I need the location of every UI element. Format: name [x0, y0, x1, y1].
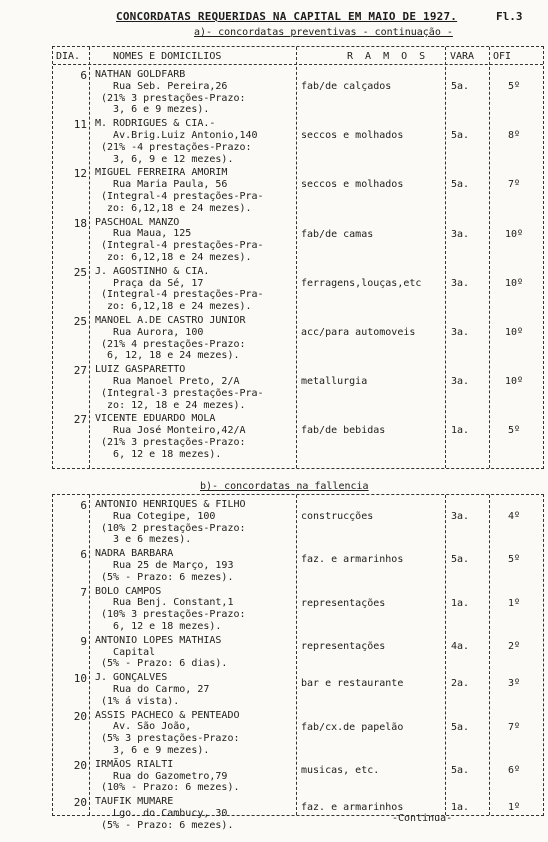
detail-line: 6, 12 e 18 mezes). — [95, 448, 222, 460]
row-name-address — [95, 167, 264, 214]
detail-line: Lgo. do Cambucy, 30 — [95, 807, 228, 819]
detail-line: Av. São João, — [95, 721, 192, 733]
company-name: LUIZ GASPARETTO — [95, 364, 186, 376]
column-header-ofi: OFI — [493, 51, 512, 62]
company-name: MANOEL A.DE CASTRO JUNIOR — [95, 314, 246, 326]
detail-line: Rua Maria Paula, 56 — [95, 179, 228, 191]
company-name: M. RODRIGUES & CIA.- — [95, 118, 216, 130]
table-row — [53, 217, 543, 266]
row-vara: 3a. — [451, 228, 470, 240]
row-day: 11 — [73, 118, 87, 132]
row-ramo: representações — [301, 640, 386, 652]
row-vara: 1a. — [451, 425, 470, 437]
row-day: 18 — [73, 216, 87, 230]
table-body — [53, 499, 543, 834]
row-ramo: faz. e armarinhos — [301, 554, 404, 566]
detail-line: zo: 6,12,18 e 24 mezes). — [95, 202, 252, 214]
row-ofi: 5º — [507, 81, 521, 92]
company-name: MIGUEL FERREIRA AMORIM — [95, 167, 228, 179]
detail-line: Capital — [95, 646, 156, 658]
row-name-address — [95, 118, 258, 165]
row-day: 10 — [73, 672, 87, 686]
detail-line: (10% 3 prestações-Prazo: — [95, 609, 246, 621]
row-vara: 5a. — [451, 179, 470, 191]
detail-line: 6, 12, 18 e 24 mezes). — [95, 350, 240, 362]
detail-line: Rua 25 de Março, 193 — [95, 559, 234, 571]
row-name-address — [95, 69, 246, 116]
row-name-address — [95, 266, 264, 313]
row-ofi: 1º — [507, 597, 521, 609]
column-header-ramos: R A M O S — [347, 51, 429, 62]
row-ramo: ferragens,louças,etc — [301, 277, 422, 289]
row-day: 27 — [73, 413, 87, 427]
row-name-address — [95, 548, 233, 583]
row-ofi: 5º — [507, 425, 521, 437]
row-ramo: faz. e armarinhos — [301, 802, 404, 814]
table-row — [53, 759, 543, 796]
row-day: 20 — [73, 758, 87, 772]
table-row — [53, 548, 543, 585]
detail-line: Praça da Sé, 17 — [95, 277, 204, 289]
company-name: BOLO CAMPOS — [95, 585, 162, 597]
row-ofi: 10º — [504, 326, 524, 338]
row-ofi: 1º — [507, 802, 521, 814]
detail-line: 3, 6 e 9 mezes). — [95, 744, 210, 756]
row-ramo: fab/cx.de papelão — [301, 721, 404, 733]
table-row — [53, 315, 543, 364]
row-name-address — [95, 672, 209, 707]
detail-line: (5% - Prazo: 6 mezes). — [95, 571, 234, 583]
row-name-address — [95, 413, 246, 460]
row-day: 6 — [80, 69, 87, 82]
detail-line: (10% 2 prestações-Prazo: — [95, 522, 246, 534]
detail-line: Rua José Monteiro,42/A — [95, 425, 246, 437]
row-day: 20 — [73, 796, 87, 810]
row-ofi: 4º — [507, 511, 521, 522]
detail-line: (10% - Prazo: 6 mezes). — [95, 782, 240, 794]
detail-line: (Integral-4 prestações-Pra- — [95, 289, 264, 301]
section-b-heading: b)- concordatas na fallencia — [200, 481, 369, 492]
detail-line: (5% - Prazo: 6 mezes). — [95, 819, 234, 831]
detail-line: Rua Cotegipe, 100 — [95, 510, 216, 522]
row-ramo: seccos e molhados — [301, 179, 404, 191]
detail-line: 3 e 6 mezes). — [95, 534, 192, 546]
table-row — [53, 586, 543, 635]
detail-line: 6, 12 e 18 mezes). — [95, 620, 222, 632]
row-vara: 3a. — [451, 326, 470, 338]
company-name: IRMÃOS RIALTI — [95, 758, 174, 770]
table-row — [53, 69, 543, 118]
detail-line: 3, 6 e 9 mezes). — [95, 104, 210, 116]
row-name-address — [95, 499, 246, 546]
row-vara: 5a. — [451, 721, 470, 733]
row-ofi: 7º — [507, 721, 521, 733]
detail-line: (Integral-4 prestações-Pra- — [95, 240, 264, 252]
table-row — [53, 413, 543, 462]
row-ofi: 10º — [504, 376, 524, 388]
row-vara: 5a. — [451, 554, 470, 566]
detail-line: (5% 3 prestações-Prazo: — [95, 733, 240, 745]
row-ofi: 2º — [507, 640, 521, 652]
company-name: J. GONÇALVES — [95, 672, 168, 684]
row-vara: 1a. — [451, 802, 470, 814]
row-ofi: 10º — [504, 228, 524, 240]
row-ramo: fab/de camas — [301, 228, 374, 240]
detail-line: Rua Maua, 125 — [95, 228, 192, 240]
table-body — [53, 69, 543, 463]
table-row — [53, 364, 543, 413]
row-ramo: fab/de bebidas — [301, 425, 386, 437]
row-vara: 1a. — [451, 597, 470, 609]
company-name: TAUFIK MUMARE — [95, 796, 174, 808]
detail-line: zo: 12, 18 e 24 mezes). — [95, 399, 246, 411]
table-preventivas — [52, 46, 544, 469]
row-vara: 3a. — [451, 277, 470, 289]
row-name-address — [95, 635, 227, 670]
table-row — [53, 635, 543, 672]
detail-line: Av.Brig.Luiz Antonio,140 — [95, 129, 258, 141]
row-name-address — [95, 759, 240, 794]
detail-line: Rua Seb. Pereira,26 — [95, 80, 228, 92]
row-ofi: 5º — [507, 554, 521, 566]
column-header-nomes: NOMES E DOMICILIOS — [113, 51, 222, 62]
detail-line: (21% 4 prestações-Prazo: — [95, 338, 246, 350]
column-header-vara: VARA — [450, 51, 475, 62]
company-name: J. AGOSTINHO & CIA. — [95, 265, 210, 277]
row-vara: 5a. — [451, 764, 470, 776]
row-day: 12 — [73, 167, 87, 181]
row-vara: 3a. — [451, 376, 470, 388]
row-day: 25 — [73, 265, 87, 279]
row-name-address — [95, 364, 264, 411]
row-vara: 4a. — [451, 640, 470, 652]
detail-line: (1% á vista). — [95, 695, 180, 707]
detail-line: zo: 6,12,18 e 24 mezes). — [95, 301, 252, 313]
detail-line: Rua Benj. Constant,1 — [95, 597, 234, 609]
table-row — [53, 672, 543, 709]
row-day: 27 — [73, 364, 87, 378]
company-name: VICENTE EDUARDO MOLA — [95, 413, 216, 425]
row-name-address — [95, 217, 264, 264]
row-day: 25 — [73, 314, 87, 328]
row-ramo: seccos e molhados — [301, 130, 404, 142]
row-ofi: 8º — [507, 130, 521, 142]
detail-line: (Integral-4 prestações-Pra- — [95, 190, 264, 202]
continua-note: -Continua- — [392, 813, 453, 824]
detail-line: Rua do Gazometro,79 — [95, 770, 228, 782]
row-day: 6 — [80, 499, 87, 512]
table-row — [53, 796, 543, 833]
row-name-address — [95, 586, 246, 633]
row-ramo: musicas, etc. — [301, 764, 380, 776]
row-ramo: metallurgia — [301, 376, 368, 388]
detail-line: (Integral-3 prestações-Pra- — [95, 387, 264, 399]
company-name: ASSIS PACHECO & PENTEADO — [95, 709, 240, 721]
row-name-address — [95, 710, 240, 757]
row-ramo: bar e restaurante — [301, 678, 404, 690]
company-name: NADRA BARBARA — [95, 548, 174, 560]
row-day: 6 — [80, 548, 87, 562]
detail-line: 3, 6, 9 e 12 mezes). — [95, 153, 234, 165]
row-ofi: 10º — [504, 277, 524, 289]
detail-line: (21% -4 prestações-Prazo: — [95, 141, 252, 153]
row-day: 9 — [80, 634, 87, 648]
table-row — [53, 118, 543, 167]
row-vara: 2a. — [451, 678, 470, 690]
company-name: ANTONIO LOPES MATHIAS — [95, 634, 222, 646]
row-day: 7 — [80, 585, 87, 599]
row-ramo: fab/de calçados — [301, 81, 392, 92]
row-ofi: 3º — [507, 678, 521, 690]
detail-line: (21% 3 prestações-Prazo: — [95, 436, 246, 448]
company-name: NATHAN GOLDFARB — [95, 69, 186, 80]
row-ofi: 7º — [507, 179, 521, 191]
company-name: PASCHOAL MANZO — [95, 216, 180, 228]
row-name-address — [95, 315, 246, 362]
table-row — [53, 499, 543, 548]
section-a-heading: a)- concordatas preventivas - continuação - — [194, 27, 453, 38]
row-vara: 5a. — [451, 130, 470, 142]
header-divider — [53, 64, 543, 65]
row-day: 20 — [73, 709, 87, 723]
row-vara: 5a. — [451, 81, 470, 92]
detail-line: zo: 6,12,18 e 24 mezes). — [95, 251, 252, 263]
row-name-address — [95, 796, 233, 831]
column-header-dia: DIA. — [56, 51, 81, 62]
page-number: Fl.3 — [496, 10, 523, 23]
detail-line: Rua Aurora, 100 — [95, 326, 204, 338]
row-ramo: acc/para automoveis — [301, 326, 416, 338]
row-ofi: 6º — [507, 764, 521, 776]
row-vara: 3a. — [451, 511, 470, 522]
detail-line: Rua Manoel Preto, 2/A — [95, 375, 240, 387]
detail-line: (21% 3 prestações-Prazo: — [95, 92, 246, 104]
detail-line: (5% - Prazo: 6 dias). — [95, 658, 228, 670]
table-row — [53, 710, 543, 759]
row-ramo: representações — [301, 597, 386, 609]
table-row — [53, 266, 543, 315]
company-name: ANTONIO HENRIQUES & FILHO — [95, 499, 246, 510]
detail-line: Rua do Carmo, 27 — [95, 683, 210, 695]
document-title: CONCORDATAS REQUERIDAS NA CAPITAL EM MAIO DE 1927. — [116, 10, 458, 23]
table-row — [53, 167, 543, 216]
row-ramo: construcções — [301, 511, 374, 522]
